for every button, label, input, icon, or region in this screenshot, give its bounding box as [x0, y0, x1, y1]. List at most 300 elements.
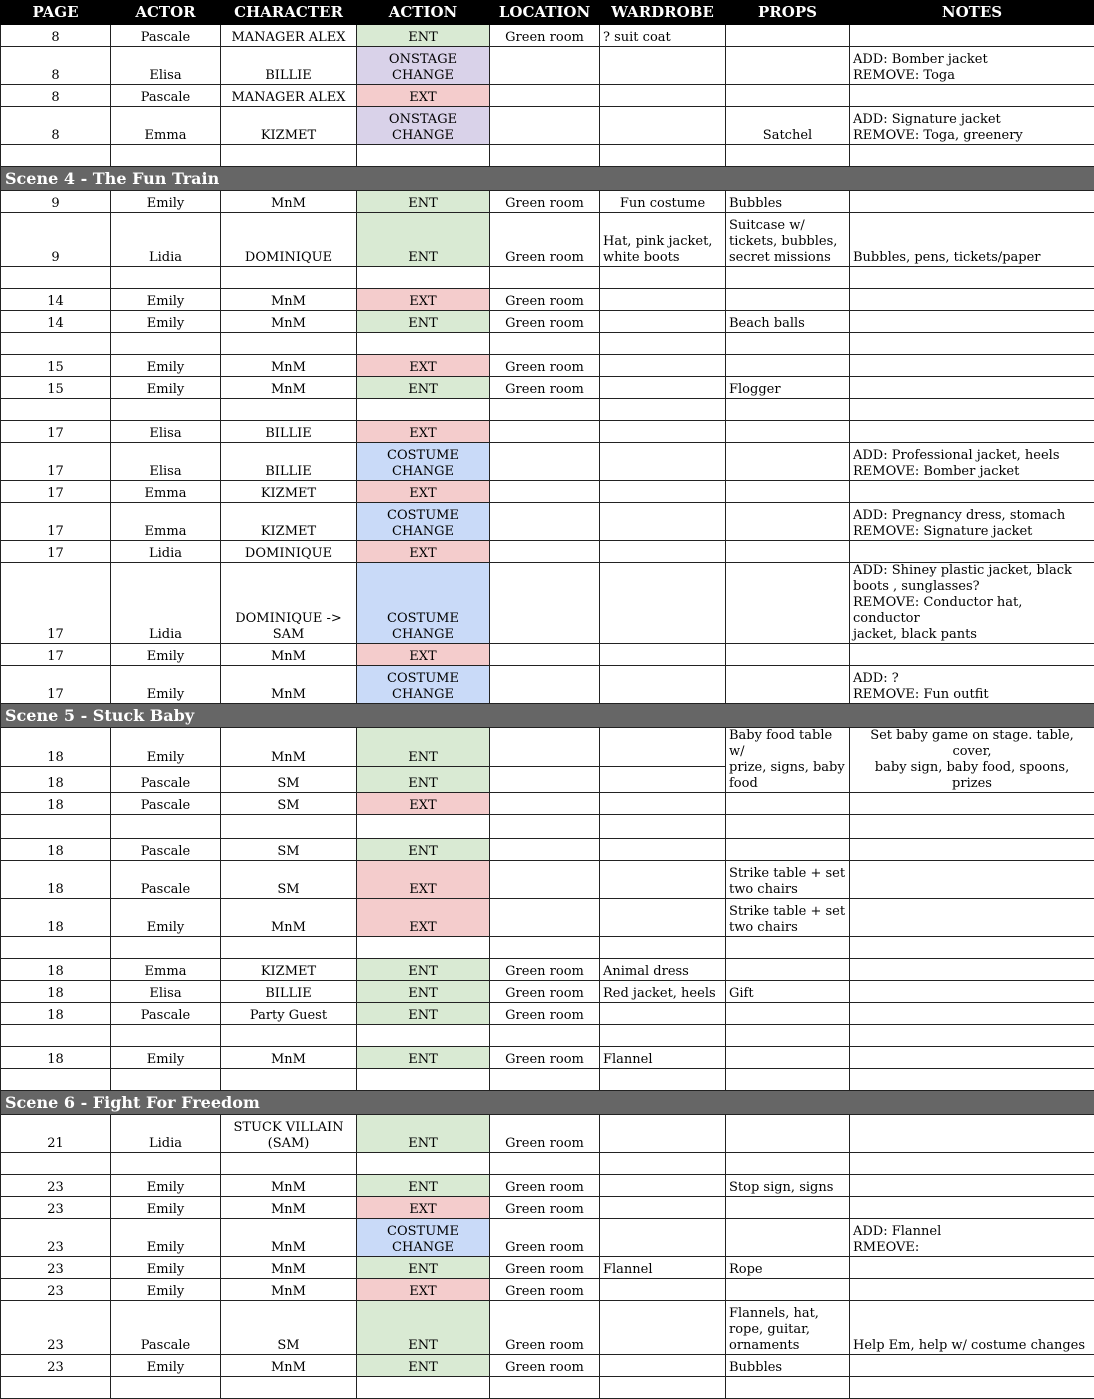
- character-cell: MnM: [221, 289, 357, 311]
- empty-cell: [850, 1377, 1094, 1399]
- empty-cell: [726, 937, 850, 959]
- empty-cell: [600, 399, 726, 421]
- wardrobe-cell: Fun costume: [600, 191, 726, 213]
- empty-cell: [111, 333, 221, 355]
- character-cell: KIZMET: [221, 503, 357, 541]
- wardrobe-cell: [600, 793, 726, 815]
- location-cell: Green room: [490, 1197, 600, 1219]
- table-row: [1, 1257, 1094, 1279]
- location-cell: Green room: [490, 1355, 600, 1377]
- empty-cell: [221, 815, 357, 839]
- props-cell: [726, 563, 850, 644]
- props-cell: Bubbles: [726, 1355, 850, 1377]
- wardrobe-cell: [600, 563, 726, 644]
- notes-cell: [850, 289, 1094, 311]
- actor-cell: Emily: [111, 1047, 221, 1069]
- props-cell: [726, 541, 850, 563]
- action-cell: EXT: [357, 793, 490, 815]
- actor-cell: Emily: [111, 666, 221, 704]
- props-cell: Strike table + set two chairs: [726, 861, 850, 899]
- wardrobe-cell: [600, 311, 726, 333]
- empty-cell: [111, 1025, 221, 1047]
- wardrobe-cell: Animal dress: [600, 959, 726, 981]
- wardrobe-cell: [600, 1197, 726, 1219]
- props-cell: [726, 25, 850, 47]
- location-cell: Green room: [490, 1301, 600, 1355]
- wardrobe-cell: [600, 666, 726, 704]
- empty-cell: [357, 1377, 490, 1399]
- scene-title: Scene 6 - Fight For Freedom: [1, 1091, 1094, 1115]
- actor-cell: Emily: [111, 899, 221, 937]
- action-cell: ENT: [357, 1115, 490, 1153]
- empty-cell: [1, 937, 111, 959]
- character-cell: DOMINIQUE -> SAM: [221, 563, 357, 644]
- location-cell: Green room: [490, 1115, 600, 1153]
- wardrobe-cell: [600, 1355, 726, 1377]
- action-cell: EXT: [357, 644, 490, 666]
- page-cell: 18: [1, 899, 111, 937]
- location-cell: Green room: [490, 1003, 600, 1025]
- page-cell: 15: [1, 377, 111, 399]
- action-cell: ONSTAGE CHANGE: [357, 47, 490, 85]
- empty-cell: [111, 145, 221, 167]
- empty-cell: [850, 815, 1094, 839]
- character-cell: MANAGER ALEX: [221, 25, 357, 47]
- character-cell: KIZMET: [221, 481, 357, 503]
- wardrobe-cell: [600, 503, 726, 541]
- table-row: [1, 861, 1094, 899]
- notes-cell: [850, 899, 1094, 937]
- page-cell: 18: [1, 981, 111, 1003]
- empty-cell: [850, 267, 1094, 289]
- empty-cell: [357, 1069, 490, 1091]
- scene-title: Scene 5 - Stuck Baby: [1, 704, 1094, 728]
- props-cell: [726, 959, 850, 981]
- notes-cell: [850, 839, 1094, 861]
- table-row: [1, 1355, 1094, 1377]
- wardrobe-cell: [600, 899, 726, 937]
- props-cell: Suitcase w/ tickets, bubbles, secret missions: [726, 213, 850, 267]
- empty-cell: [490, 815, 600, 839]
- empty-cell: [1, 1025, 111, 1047]
- table-row: [1, 355, 1094, 377]
- props-cell: Satchel: [726, 107, 850, 145]
- wardrobe-cell: [600, 47, 726, 85]
- notes-cell: ADD: Professional jacket, heels REMOVE: Bomber jacket: [850, 443, 1094, 481]
- wardrobe-cell: [600, 443, 726, 481]
- page-cell: 17: [1, 481, 111, 503]
- empty-cell: [1, 1153, 111, 1175]
- props-cell: [726, 47, 850, 85]
- action-cell: EXT: [357, 481, 490, 503]
- location-cell: [490, 728, 600, 767]
- header-action: ACTION: [357, 1, 490, 25]
- character-cell: MnM: [221, 377, 357, 399]
- empty-cell: [111, 267, 221, 289]
- notes-cell: [850, 85, 1094, 107]
- character-cell: DOMINIQUE: [221, 541, 357, 563]
- notes-cell: [850, 981, 1094, 1003]
- page-cell: 18: [1, 1003, 111, 1025]
- notes-cell: [850, 421, 1094, 443]
- notes-cell: Bubbles, pens, tickets/paper: [850, 213, 1094, 267]
- table-row: [1, 1047, 1094, 1069]
- blank-row: [1, 1025, 1094, 1047]
- location-cell: Green room: [490, 311, 600, 333]
- notes-cell: ADD: Flannel RMEOVE:: [850, 1219, 1094, 1257]
- empty-cell: [490, 1377, 600, 1399]
- page-cell: 17: [1, 421, 111, 443]
- page-cell: 23: [1, 1355, 111, 1377]
- character-cell: MnM: [221, 666, 357, 704]
- action-cell: ENT: [357, 1301, 490, 1355]
- wardrobe-cell: Flannel: [600, 1257, 726, 1279]
- notes-cell: [850, 355, 1094, 377]
- empty-cell: [726, 1153, 850, 1175]
- character-cell: MnM: [221, 644, 357, 666]
- page-cell: 23: [1, 1175, 111, 1197]
- location-cell: Green room: [490, 191, 600, 213]
- character-cell: BILLIE: [221, 421, 357, 443]
- notes-cell: [850, 311, 1094, 333]
- notes-cell: ADD: Pregnancy dress, stomach REMOVE: Signature jacket: [850, 503, 1094, 541]
- notes-cell: [850, 644, 1094, 666]
- props-cell: [726, 666, 850, 704]
- table-row: [1, 1279, 1094, 1301]
- notes-cell: [850, 1003, 1094, 1025]
- action-cell: EXT: [357, 289, 490, 311]
- blank-row: [1, 937, 1094, 959]
- action-cell: ENT: [357, 1355, 490, 1377]
- empty-cell: [726, 815, 850, 839]
- empty-cell: [490, 1025, 600, 1047]
- actor-cell: Pascale: [111, 85, 221, 107]
- character-cell: MnM: [221, 355, 357, 377]
- blank-row: [1, 267, 1094, 289]
- page-cell: 17: [1, 503, 111, 541]
- table-row: [1, 1197, 1094, 1219]
- table-row: [1, 644, 1094, 666]
- page-cell: 18: [1, 959, 111, 981]
- empty-cell: [1, 1377, 111, 1399]
- empty-cell: [357, 145, 490, 167]
- empty-cell: [726, 399, 850, 421]
- actor-cell: Emily: [111, 377, 221, 399]
- props-cell: [726, 443, 850, 481]
- character-cell: MnM: [221, 1257, 357, 1279]
- empty-cell: [600, 937, 726, 959]
- blank-row: [1, 1153, 1094, 1175]
- action-cell: EXT: [357, 1197, 490, 1219]
- props-cell: Flogger: [726, 377, 850, 399]
- empty-cell: [600, 145, 726, 167]
- location-cell: [490, 563, 600, 644]
- table-row: [1, 1175, 1094, 1197]
- character-cell: SM: [221, 766, 357, 792]
- location-cell: [490, 107, 600, 145]
- props-cell: [726, 421, 850, 443]
- page-cell: 18: [1, 766, 111, 792]
- wardrobe-cell: [600, 839, 726, 861]
- wardrobe-cell: [600, 1279, 726, 1301]
- location-cell: [490, 421, 600, 443]
- location-cell: Green room: [490, 959, 600, 981]
- table-row: [1, 1003, 1094, 1025]
- empty-cell: [490, 267, 600, 289]
- empty-cell: [600, 1069, 726, 1091]
- wardrobe-cell: [600, 1301, 726, 1355]
- page-cell: 23: [1, 1197, 111, 1219]
- header-wardrobe: WARDROBE: [600, 1, 726, 25]
- location-cell: Green room: [490, 213, 600, 267]
- header-notes: NOTES: [850, 1, 1094, 25]
- page-cell: 9: [1, 213, 111, 267]
- empty-cell: [111, 937, 221, 959]
- character-cell: Party Guest: [221, 1003, 357, 1025]
- props-cell: [726, 1279, 850, 1301]
- empty-cell: [221, 333, 357, 355]
- notes-cell: [850, 377, 1094, 399]
- page-cell: 14: [1, 289, 111, 311]
- notes-cell: [850, 541, 1094, 563]
- props-cell: [726, 793, 850, 815]
- table-row: [1, 541, 1094, 563]
- action-cell: COSTUME CHANGE: [357, 1219, 490, 1257]
- props-cell: Beach balls: [726, 311, 850, 333]
- blank-row: [1, 333, 1094, 355]
- empty-cell: [221, 1153, 357, 1175]
- actor-cell: Emily: [111, 355, 221, 377]
- actor-cell: Emma: [111, 481, 221, 503]
- empty-cell: [221, 1069, 357, 1091]
- page-cell: 8: [1, 107, 111, 145]
- props-cell: Gift: [726, 981, 850, 1003]
- character-cell: SM: [221, 861, 357, 899]
- table-row: [1, 311, 1094, 333]
- wardrobe-cell: [600, 644, 726, 666]
- page-cell: 17: [1, 443, 111, 481]
- actor-cell: Pascale: [111, 1003, 221, 1025]
- notes-cell: [850, 1175, 1094, 1197]
- table-row: [1, 563, 1094, 644]
- props-cell: [726, 839, 850, 861]
- action-cell: ENT: [357, 377, 490, 399]
- action-cell: EXT: [357, 85, 490, 107]
- action-cell: ENT: [357, 1003, 490, 1025]
- character-cell: STUCK VILLAIN (SAM): [221, 1115, 357, 1153]
- empty-cell: [111, 1069, 221, 1091]
- actor-cell: Emily: [111, 1219, 221, 1257]
- page-cell: 17: [1, 541, 111, 563]
- actor-cell: Emily: [111, 191, 221, 213]
- notes-cell: [850, 1047, 1094, 1069]
- wardrobe-cell: [600, 728, 726, 767]
- location-cell: [490, 503, 600, 541]
- table-row: [1, 25, 1094, 47]
- empty-cell: [221, 1377, 357, 1399]
- actor-cell: Emily: [111, 1175, 221, 1197]
- action-cell: ENT: [357, 213, 490, 267]
- props-cell: [726, 481, 850, 503]
- empty-cell: [850, 399, 1094, 421]
- empty-cell: [726, 1377, 850, 1399]
- props-cell: Stop sign, signs: [726, 1175, 850, 1197]
- empty-cell: [357, 1025, 490, 1047]
- page-cell: 17: [1, 563, 111, 644]
- table-row: [1, 728, 1094, 767]
- wardrobe-cell: [600, 85, 726, 107]
- empty-cell: [357, 333, 490, 355]
- wardrobe-cell: [600, 541, 726, 563]
- empty-cell: [726, 1069, 850, 1091]
- wardrobe-cell: [600, 421, 726, 443]
- character-cell: MnM: [221, 191, 357, 213]
- page-cell: 15: [1, 355, 111, 377]
- action-cell: ENT: [357, 839, 490, 861]
- character-cell: SM: [221, 1301, 357, 1355]
- props-cell: [726, 85, 850, 107]
- props-cell: [726, 1115, 850, 1153]
- table-row: [1, 666, 1094, 704]
- scene-header-row: [1, 704, 1094, 728]
- wardrobe-cell: [600, 1175, 726, 1197]
- page-cell: 18: [1, 839, 111, 861]
- header-row: [1, 1, 1094, 25]
- props-cell: [726, 1047, 850, 1069]
- actor-cell: Pascale: [111, 861, 221, 899]
- notes-cell: [850, 861, 1094, 899]
- table-row: [1, 289, 1094, 311]
- page-cell: 17: [1, 644, 111, 666]
- empty-cell: [1, 399, 111, 421]
- props-cell: [726, 644, 850, 666]
- empty-cell: [600, 267, 726, 289]
- notes-cell: ADD: Shiney plastic jacket, black boots , sunglasses? REMOVE: Conductor hat, conductor jacket, black pants: [850, 563, 1094, 644]
- header-actor: ACTOR: [111, 1, 221, 25]
- action-cell: ENT: [357, 191, 490, 213]
- props-cell: [726, 1219, 850, 1257]
- actor-cell: Emma: [111, 107, 221, 145]
- empty-cell: [1, 333, 111, 355]
- page-cell: 23: [1, 1301, 111, 1355]
- empty-cell: [850, 1025, 1094, 1047]
- empty-cell: [490, 399, 600, 421]
- page-cell: 23: [1, 1219, 111, 1257]
- actor-cell: Elisa: [111, 443, 221, 481]
- page-cell: 18: [1, 793, 111, 815]
- empty-cell: [357, 815, 490, 839]
- actor-cell: Emily: [111, 1355, 221, 1377]
- table-row: [1, 85, 1094, 107]
- character-cell: SM: [221, 839, 357, 861]
- actor-cell: Pascale: [111, 1301, 221, 1355]
- wardrobe-cell: [600, 861, 726, 899]
- empty-cell: [600, 1025, 726, 1047]
- wardrobe-cell: [600, 289, 726, 311]
- table-row: [1, 959, 1094, 981]
- page-cell: 8: [1, 85, 111, 107]
- action-cell: EXT: [357, 861, 490, 899]
- actor-cell: Emma: [111, 503, 221, 541]
- table-row: [1, 377, 1094, 399]
- notes-cell: [850, 1197, 1094, 1219]
- empty-cell: [111, 1153, 221, 1175]
- empty-cell: [600, 333, 726, 355]
- props-cell: Flannels, hat, rope, guitar, ornaments: [726, 1301, 850, 1355]
- props-cell: [726, 355, 850, 377]
- empty-cell: [357, 937, 490, 959]
- character-cell: BILLIE: [221, 47, 357, 85]
- location-cell: [490, 766, 600, 792]
- action-cell: COSTUME CHANGE: [357, 503, 490, 541]
- wardrobe-cell: [600, 355, 726, 377]
- page-cell: 8: [1, 25, 111, 47]
- character-cell: MnM: [221, 1197, 357, 1219]
- wardrobe-cell: [600, 1003, 726, 1025]
- location-cell: [490, 793, 600, 815]
- actor-cell: Pascale: [111, 766, 221, 792]
- location-cell: [490, 666, 600, 704]
- action-cell: COSTUME CHANGE: [357, 443, 490, 481]
- scene-title: Scene 4 - The Fun Train: [1, 167, 1094, 191]
- actor-cell: Pascale: [111, 839, 221, 861]
- notes-cell: [850, 1279, 1094, 1301]
- props-cell: [726, 1197, 850, 1219]
- actor-cell: Emily: [111, 644, 221, 666]
- character-cell: DOMINIQUE: [221, 213, 357, 267]
- action-cell: ENT: [357, 766, 490, 792]
- page-cell: 8: [1, 47, 111, 85]
- actor-cell: Emily: [111, 311, 221, 333]
- page-cell: 18: [1, 861, 111, 899]
- empty-cell: [111, 815, 221, 839]
- notes-cell: Help Em, help w/ costume changes: [850, 1301, 1094, 1355]
- page-cell: 23: [1, 1279, 111, 1301]
- location-cell: Green room: [490, 1257, 600, 1279]
- header-props: PROPS: [726, 1, 850, 25]
- action-cell: ENT: [357, 311, 490, 333]
- table-row: [1, 107, 1094, 145]
- table-row: [1, 191, 1094, 213]
- empty-cell: [221, 937, 357, 959]
- wardrobe-cell: [600, 107, 726, 145]
- action-cell: EXT: [357, 541, 490, 563]
- props-cell: Bubbles: [726, 191, 850, 213]
- character-cell: MnM: [221, 899, 357, 937]
- blank-row: [1, 145, 1094, 167]
- page-cell: 23: [1, 1257, 111, 1279]
- location-cell: Green room: [490, 981, 600, 1003]
- table-row: [1, 839, 1094, 861]
- notes-cell: [850, 1355, 1094, 1377]
- wardrobe-cell: [600, 377, 726, 399]
- location-cell: [490, 443, 600, 481]
- scene-header-row: [1, 1091, 1094, 1115]
- table-row: [1, 421, 1094, 443]
- page-cell: 18: [1, 728, 111, 767]
- blank-row: [1, 815, 1094, 839]
- location-cell: [490, 85, 600, 107]
- action-cell: ONSTAGE CHANGE: [357, 107, 490, 145]
- location-cell: Green room: [490, 1219, 600, 1257]
- blank-row: [1, 1069, 1094, 1091]
- notes-cell: ADD: Signature jacket REMOVE: Toga, greenery: [850, 107, 1094, 145]
- empty-cell: [490, 1153, 600, 1175]
- location-cell: Green room: [490, 1279, 600, 1301]
- action-cell: ENT: [357, 981, 490, 1003]
- character-cell: BILLIE: [221, 981, 357, 1003]
- page-cell: 18: [1, 1047, 111, 1069]
